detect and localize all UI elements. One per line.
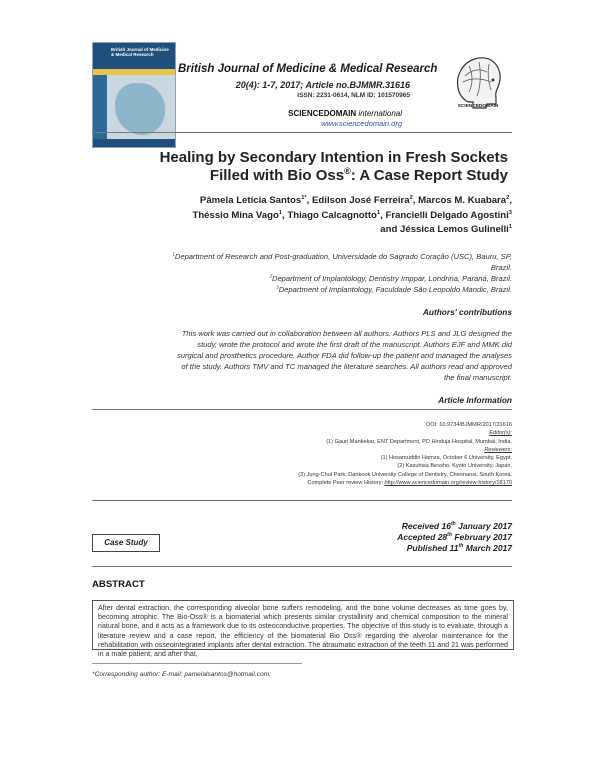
- abstract-heading: ABSTRACT: [92, 579, 145, 590]
- review-history-link[interactable]: http://www.sciencedomain.org/review-history/18170: [384, 480, 512, 487]
- logo-caption: SCIENCEDOMAIN: [457, 104, 499, 109]
- cover-title: British Journal of Medicine & Medical Research: [111, 47, 169, 57]
- dates-divider: [92, 566, 512, 567]
- article-info: DOI: 10.9734/BJMMR/2017/31616 Editor(s): (1) Gauri Mankekar, ENT Department, PD Hinduja Hospital, Mumbai, India. Reviewers: (1) Hosamuddin Hamza, October 6 University, Egypt. (2) Kazuhisa Bessho, Kyoto University, Japan. (3) Jung-Chul Park, Dankook University College of Dentistry, Cheonansi, South Korea. Complete Peer review History: http://www.sciencedomain.org/review-history/18170: [92, 421, 512, 487]
- doi: DOI: 10.9734/BJMMR/2017/31616: [426, 422, 512, 428]
- header-divider: [92, 132, 512, 133]
- article-info-divider: [92, 409, 512, 410]
- author-list: Pâmela Letícia Santos$^{1*}$, Edilson José Ferreira$^2$, Marcos M. Kuabara$^2$, Théssio Mina Vago$^1$, Thiago Calcagnotto$^1$, Francielli Delgado Agostini$^3$ and Jéssica Lemos Gulinelli$^1$: [192, 194, 512, 235]
- abstract-box: [92, 600, 514, 659]
- publisher-name: SCIENCEDOMAIN international: [288, 109, 402, 118]
- author-name: Edilson José Ferreira: [312, 195, 410, 206]
- author-name: Marcos M. Kuabara: [418, 195, 507, 206]
- reviewers-label: Reviewers:: [484, 446, 512, 453]
- abstract-text: After dental extraction, the corresponding alveolar bone suffers remodeling, and the bone volume decreases as time goes by, becoming atrophic. The Bio-Oss® is a biomaterial which presents similar crystallinity and chemical composition to the mineral natural bone, and it acts as a framework due to its osteoconductive properties. The objective of this study is to evaluate, through a literature review and a case report, the efficiency of the biomaterial Bio Oss® regarding the alveolar maintenance for the rehabilitation with osseointegrated implants after dental extraction. The atraumatic extraction of the teeth 11 and 21 was performed in a male patient, and after that,: [98, 604, 508, 659]
- footnote-divider: [92, 663, 302, 664]
- article-dates: Received 16th January 2017 Accepted 28th February 2017 Published 11th March 2017: [397, 521, 512, 553]
- corresponding-author-footnote: *Corresponding author: E-mail: pamelalsantos@hotmail.com;: [92, 671, 271, 678]
- author-name: Théssio Mina Vago: [192, 209, 279, 221]
- journal-volume: 20(4): 1-7, 2017; Article no.BJMMR.31616: [235, 80, 410, 90]
- affiliations: $^1$Department of Research and Post-graduation, Universidade do Sagrado Coração (USC), Bauru, SP, Brazil. $^2$Department of Implantology, Dentistry Imppar, Londrina, Paraná, Brazil. $^3$Department of Implantology, Faculdade São Leopoldo Mandic, Brazil.: [172, 251, 512, 294]
- author-name: Francielli Delgado Agostini: [385, 209, 509, 221]
- contributions-heading: Authors' contributions: [422, 307, 512, 317]
- author-name: and Jéssica Lemos Gulinelli: [380, 224, 509, 235]
- article-title: Healing by Secondary Intention in Fresh Sockets Filled with Bio Oss®: A Case Report Study: [159, 149, 508, 184]
- contributions-text: This work was carried out in collaboration between all authors. Authors PLS and JLG designed the study, wrote the protocol and wrote the first draft of the manuscript. Authors EJF and MMK did surgical and prosthetics procedure. Author FDA did follow-up the patient and managed the analyses of the study. Authors TMV and TC managed the literature searches. All authors read and approved the final manuscript.: [176, 329, 512, 382]
- article-info-bottom-divider: [92, 500, 512, 501]
- journal-title: British Journal of Medicine & Medical Research: [178, 63, 438, 75]
- study-type-badge: Case Study: [92, 534, 160, 552]
- author-name: Thiago Calcagnotto: [287, 209, 377, 221]
- journal-issn: ISSN: 2231-0614, NLM ID: 101570965: [297, 92, 410, 99]
- author-name: Pâmela Letícia Santos: [199, 195, 302, 206]
- publisher-url[interactable]: www.sciencedomain.org: [321, 119, 402, 128]
- article-info-heading: Article Information: [438, 395, 512, 405]
- sciencedomain-head-logo-icon: [451, 50, 505, 112]
- editors-label: Editor(s):: [489, 430, 512, 437]
